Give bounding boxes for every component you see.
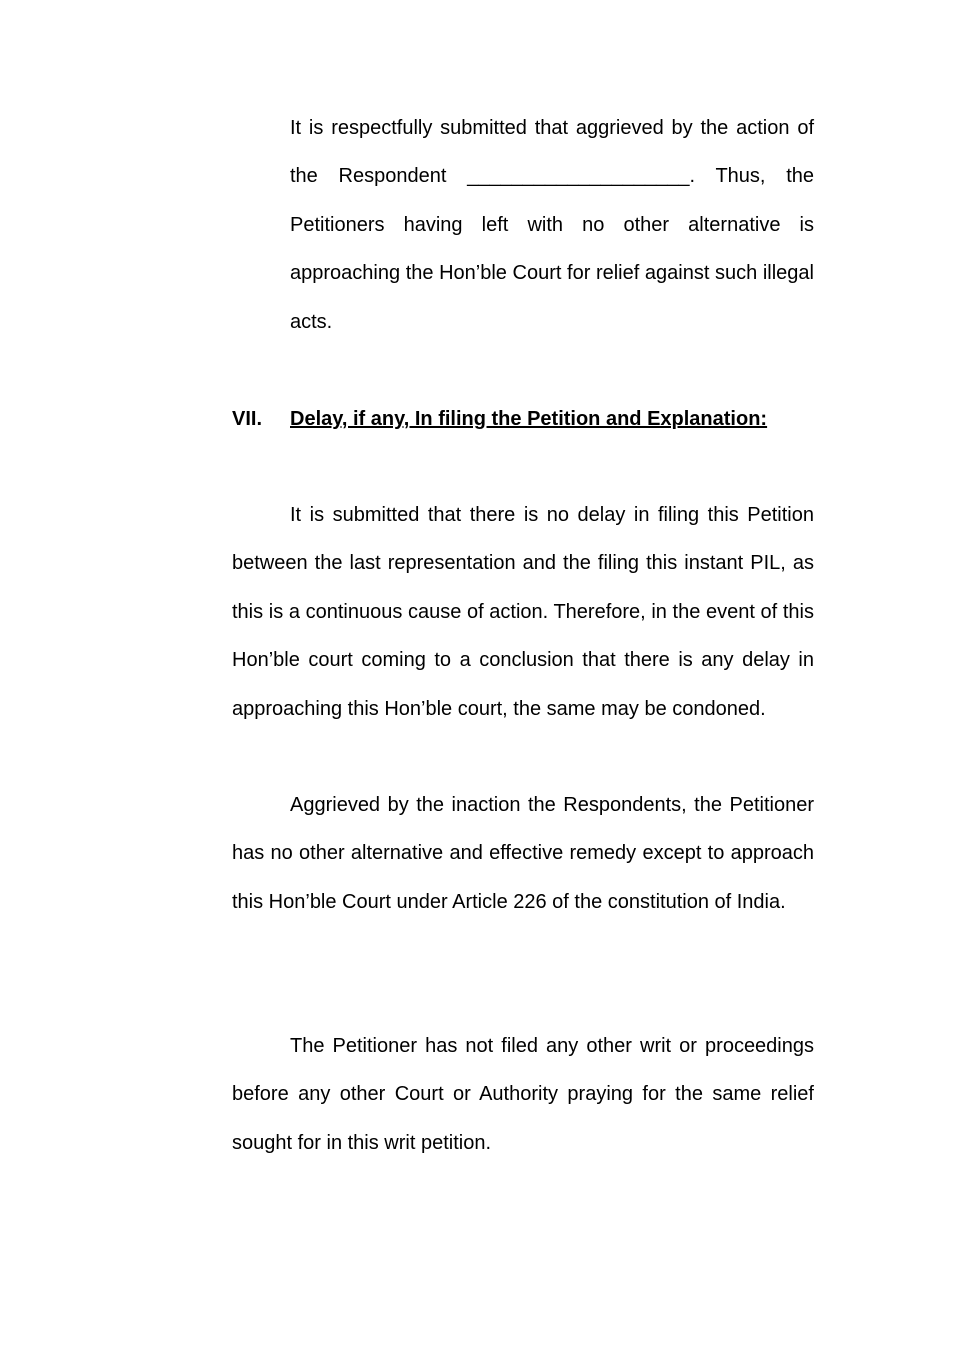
paragraph-text: Aggrieved by the inaction the Respondents, the Petitioner has no other alternative and effective remedy except to approach this Hon’ble Court under Article 226 of the constitution of India. [232,794,814,913]
paragraph-text: It is respectfully submitted that aggrieved by the action of the Respondent ____________________. Thus, the Petitioners having left with no other alternative is approaching the Hon’ble Court for relief against such illegal acts. [290,117,814,333]
section-title: Delay, if any, In filing the Petition and Explanation: [290,408,768,430]
paragraph-no-delay [232,491,814,733]
section-number: VII. [232,408,263,430]
paragraph-aggrieved-inaction [232,781,814,926]
paragraph-text: The Petitioner has not filed any other writ or proceedings before any other Court or Authority praying for the same relief sought for in this writ petition. [232,1035,814,1154]
section-heading [232,404,832,434]
paragraph-text: It is submitted that there is no delay in filing this Petition between the last representation and the filing this instant PIL, as this is a continuous cause of action. Therefore, in the event of this Hon’ble court coming to a conclusion that there is any delay in approaching this Hon’ble court, the same may be condoned. [232,504,814,720]
paragraph-no-other-writ [232,1022,814,1167]
paragraph-respondent-action [290,104,814,346]
